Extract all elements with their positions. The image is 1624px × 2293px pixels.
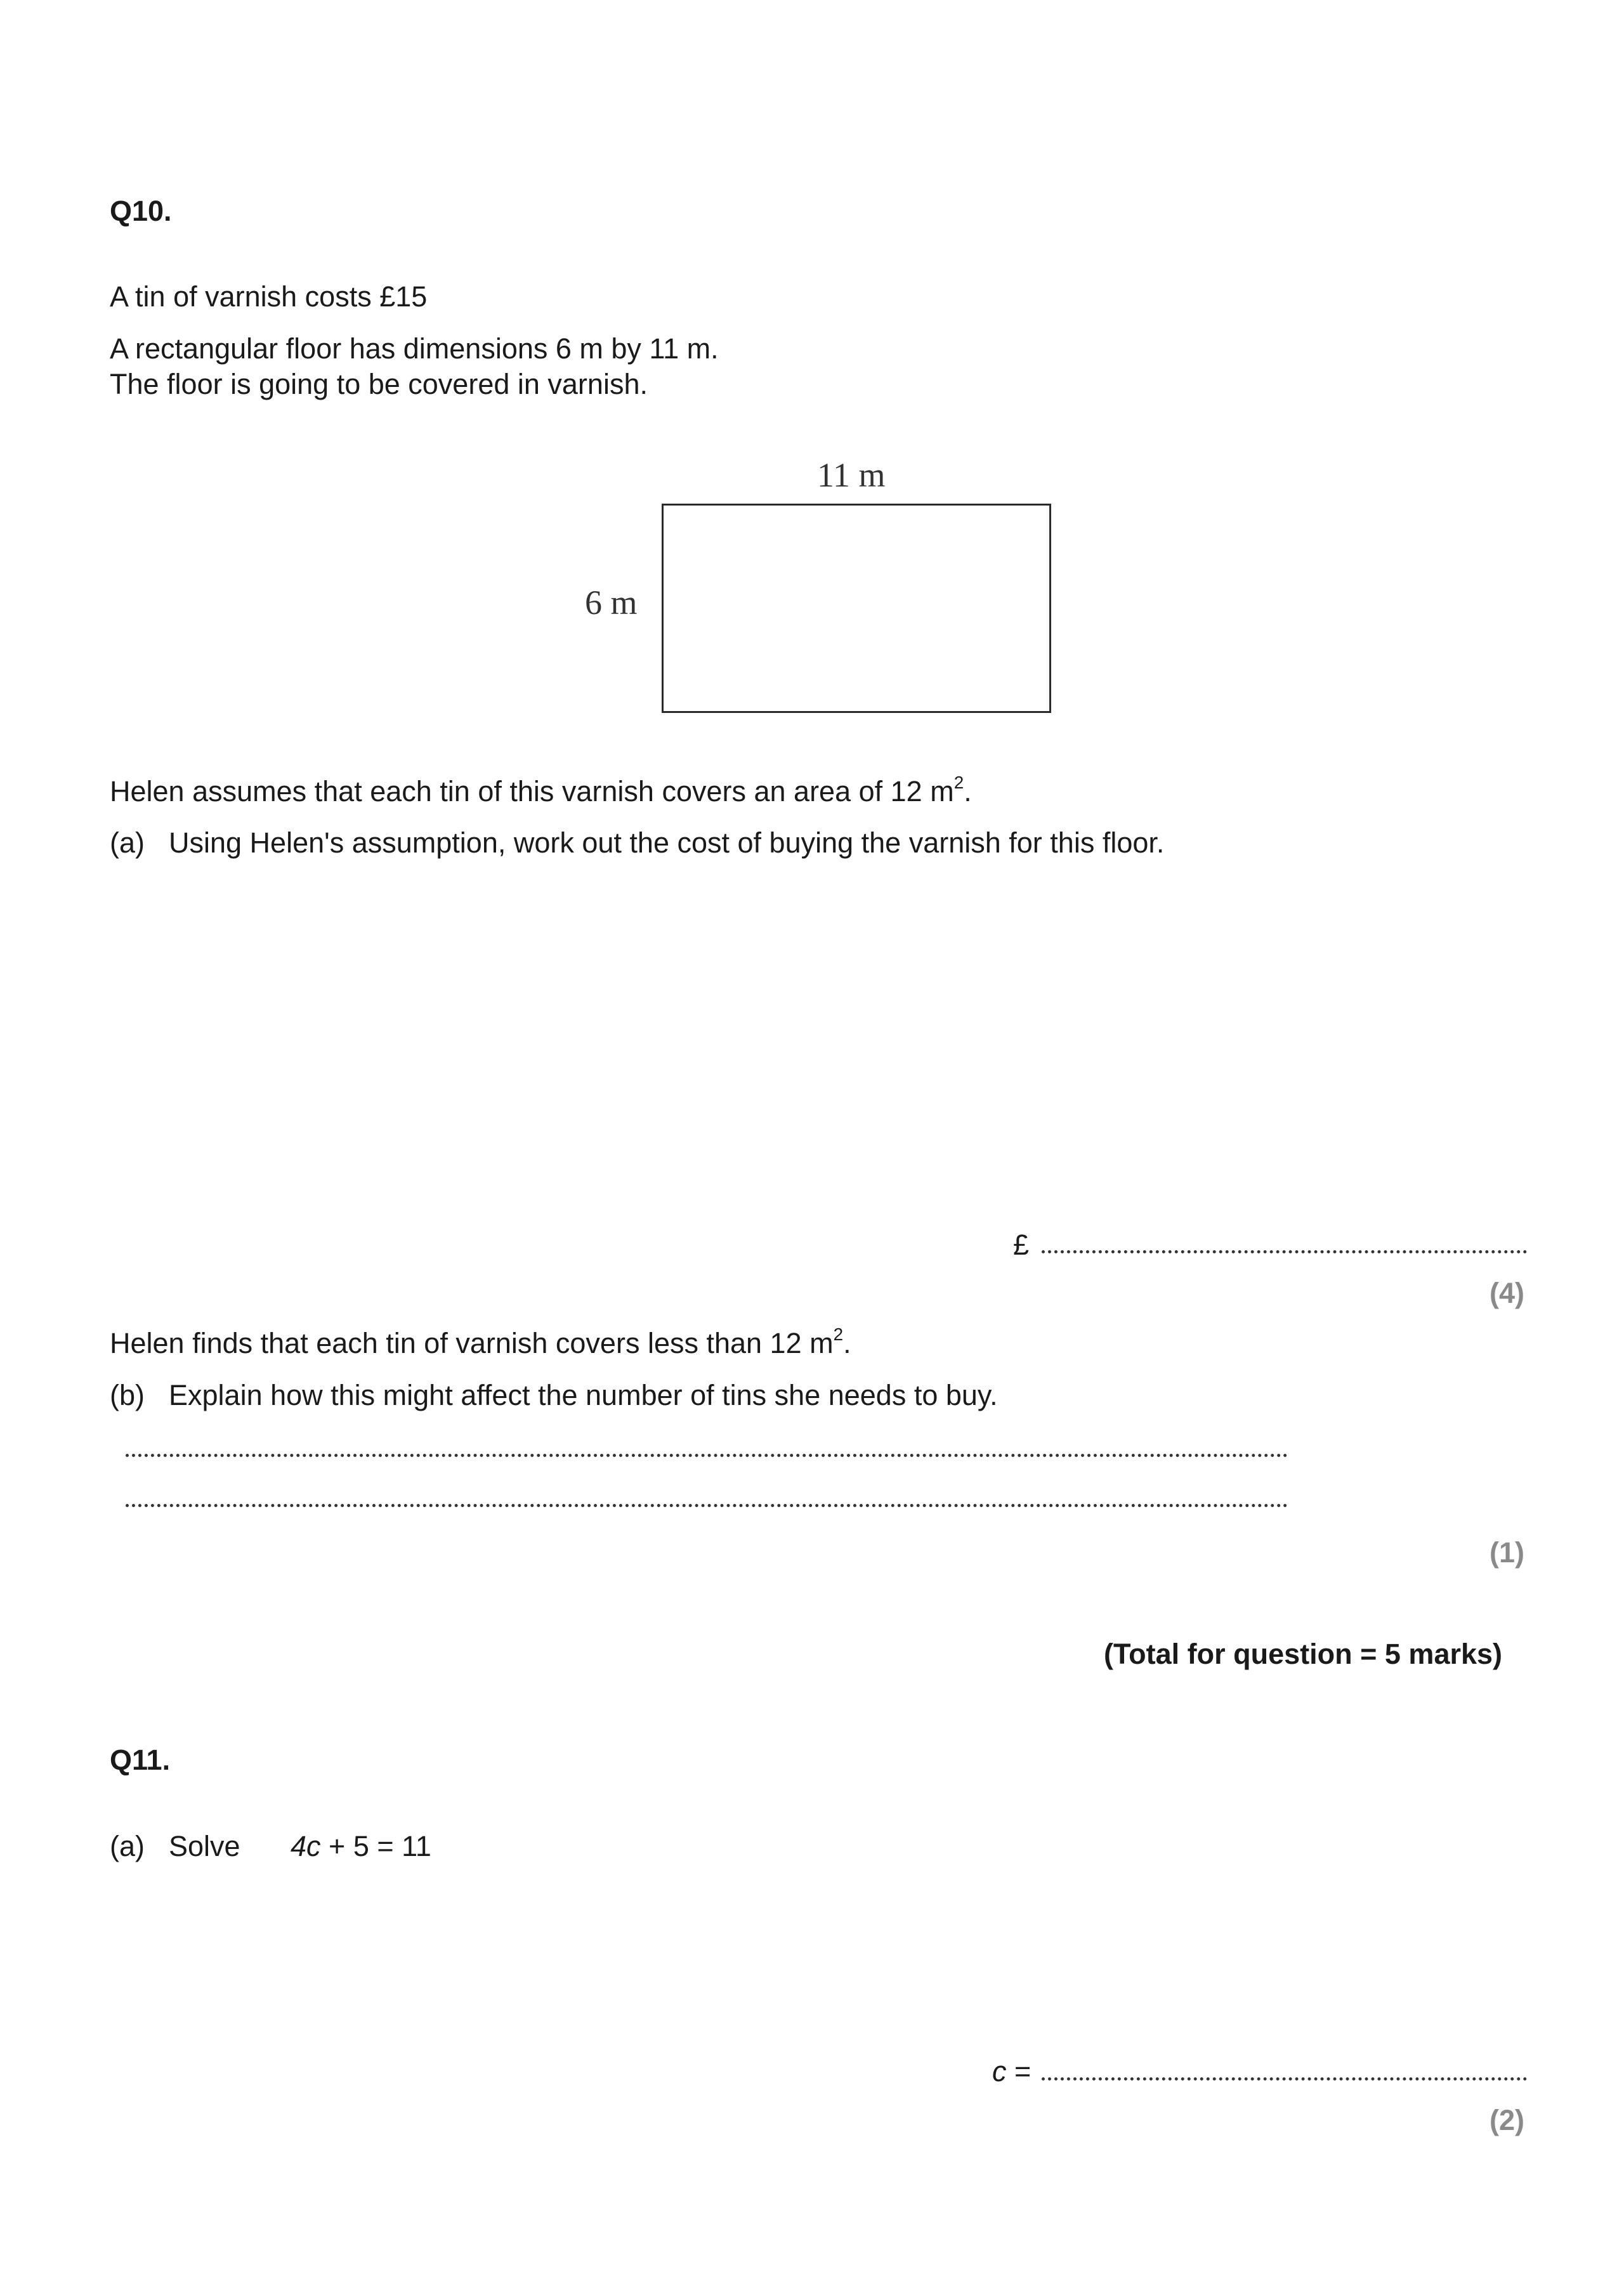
- tin-cost-text: A tin of varnish costs £15: [110, 280, 428, 313]
- equation-term: 4c: [291, 1830, 321, 1862]
- assumption-text: [110, 773, 972, 807]
- part-b-label-q10: (b): [110, 1379, 145, 1411]
- answer-equals: =: [1006, 2055, 1031, 2087]
- floor-varnish-text: The floor is going to be covered in varnish.: [110, 368, 648, 400]
- question-number-q11: Q11.: [110, 1744, 171, 1776]
- finding-superscript: 2: [833, 1324, 844, 1345]
- floor-dimensions-text: A rectangular floor has dimensions 6 m by 11 m.: [110, 332, 719, 365]
- part-a-text-q10: Using Helen's assumption, work out the cost of buying the varnish for this floor.: [169, 826, 1165, 859]
- finding-main: Helen finds that each tin of varnish covers less than 12 m: [110, 1327, 834, 1359]
- assumption-period: .: [964, 775, 972, 807]
- marks-a-q10: (4): [1490, 1277, 1524, 1309]
- answer-b-line-1[interactable]: [126, 1454, 1288, 1457]
- equation-rest: + 5 = 11: [320, 1830, 431, 1862]
- answer-a-pound-sign: £: [1013, 1229, 1030, 1261]
- part-a-label-q10: (a): [110, 826, 145, 859]
- answer-b-line-2[interactable]: [126, 1504, 1288, 1507]
- finding-text: [110, 1324, 851, 1359]
- answer-variable: c: [992, 2055, 1007, 2087]
- diagram-top-label: 11 m: [817, 456, 886, 494]
- marks-b-q10: (1): [1490, 1536, 1524, 1569]
- part-a-label-q11: (a): [110, 1830, 145, 1862]
- solve-word: Solve: [169, 1830, 240, 1862]
- question-number-q10: Q10.: [110, 195, 172, 227]
- floor-rectangle: [662, 504, 1051, 713]
- assumption-superscript: 2: [953, 773, 964, 793]
- diagram-side-label: 6 m: [585, 584, 638, 622]
- answer-a-line[interactable]: [1042, 1250, 1527, 1253]
- answer-c-line[interactable]: [1042, 2077, 1527, 2081]
- assumption-main: Helen assumes that each tin of this varnish covers an area of 12 m: [110, 775, 954, 807]
- answer-c-prefix: [992, 2057, 1031, 2086]
- marks-a-q11: (2): [1490, 2104, 1524, 2136]
- equation: [291, 1832, 431, 1860]
- finding-period: .: [843, 1327, 851, 1359]
- part-b-text-q10: Explain how this might affect the number of tins she needs to buy.: [169, 1379, 998, 1411]
- total-marks-q10: (Total for question = 5 marks): [1104, 1638, 1503, 1670]
